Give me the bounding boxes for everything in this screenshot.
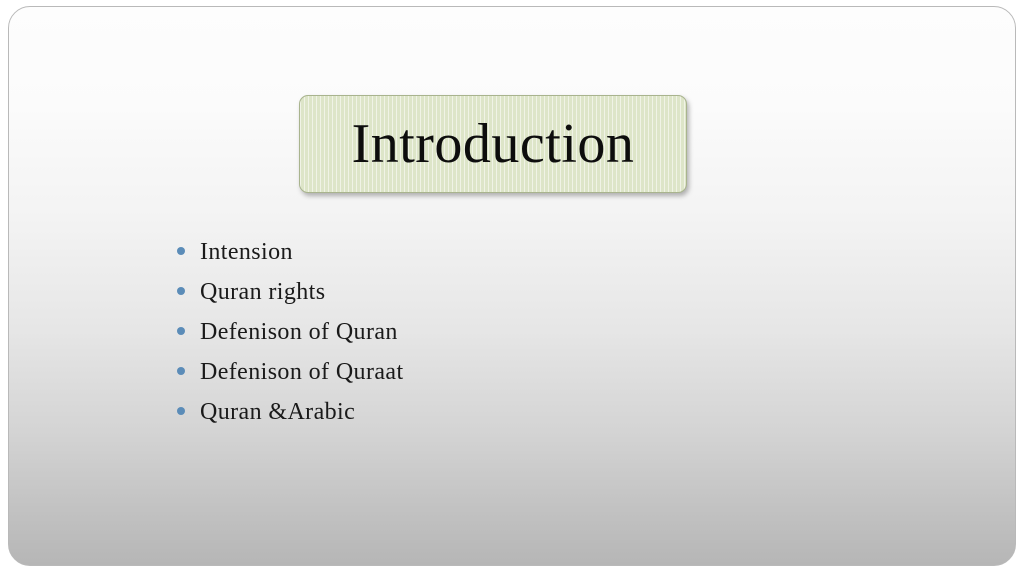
list-item-label: Defenison of Quran — [200, 319, 398, 345]
list-item-label: Quran rights — [200, 279, 326, 305]
list-item — [177, 359, 817, 399]
list-item — [177, 239, 817, 279]
bullet-dot-icon — [177, 287, 185, 295]
page-title: Introduction — [351, 113, 635, 175]
bullet-dot-icon — [177, 247, 185, 255]
list-item-label: Defenison of Quraat — [200, 359, 404, 385]
bullet-dot-icon — [177, 367, 185, 375]
list-item-label: Intension — [200, 239, 293, 265]
slide-title-box — [299, 95, 687, 193]
list-item — [177, 279, 817, 319]
bullet-dot-icon — [177, 407, 185, 415]
slide-surface — [8, 6, 1016, 566]
list-item-label: Quran &Arabic — [200, 399, 356, 425]
list-item — [177, 399, 817, 439]
bullet-dot-icon — [177, 327, 185, 335]
bullet-list — [177, 239, 817, 439]
list-item — [177, 319, 817, 359]
